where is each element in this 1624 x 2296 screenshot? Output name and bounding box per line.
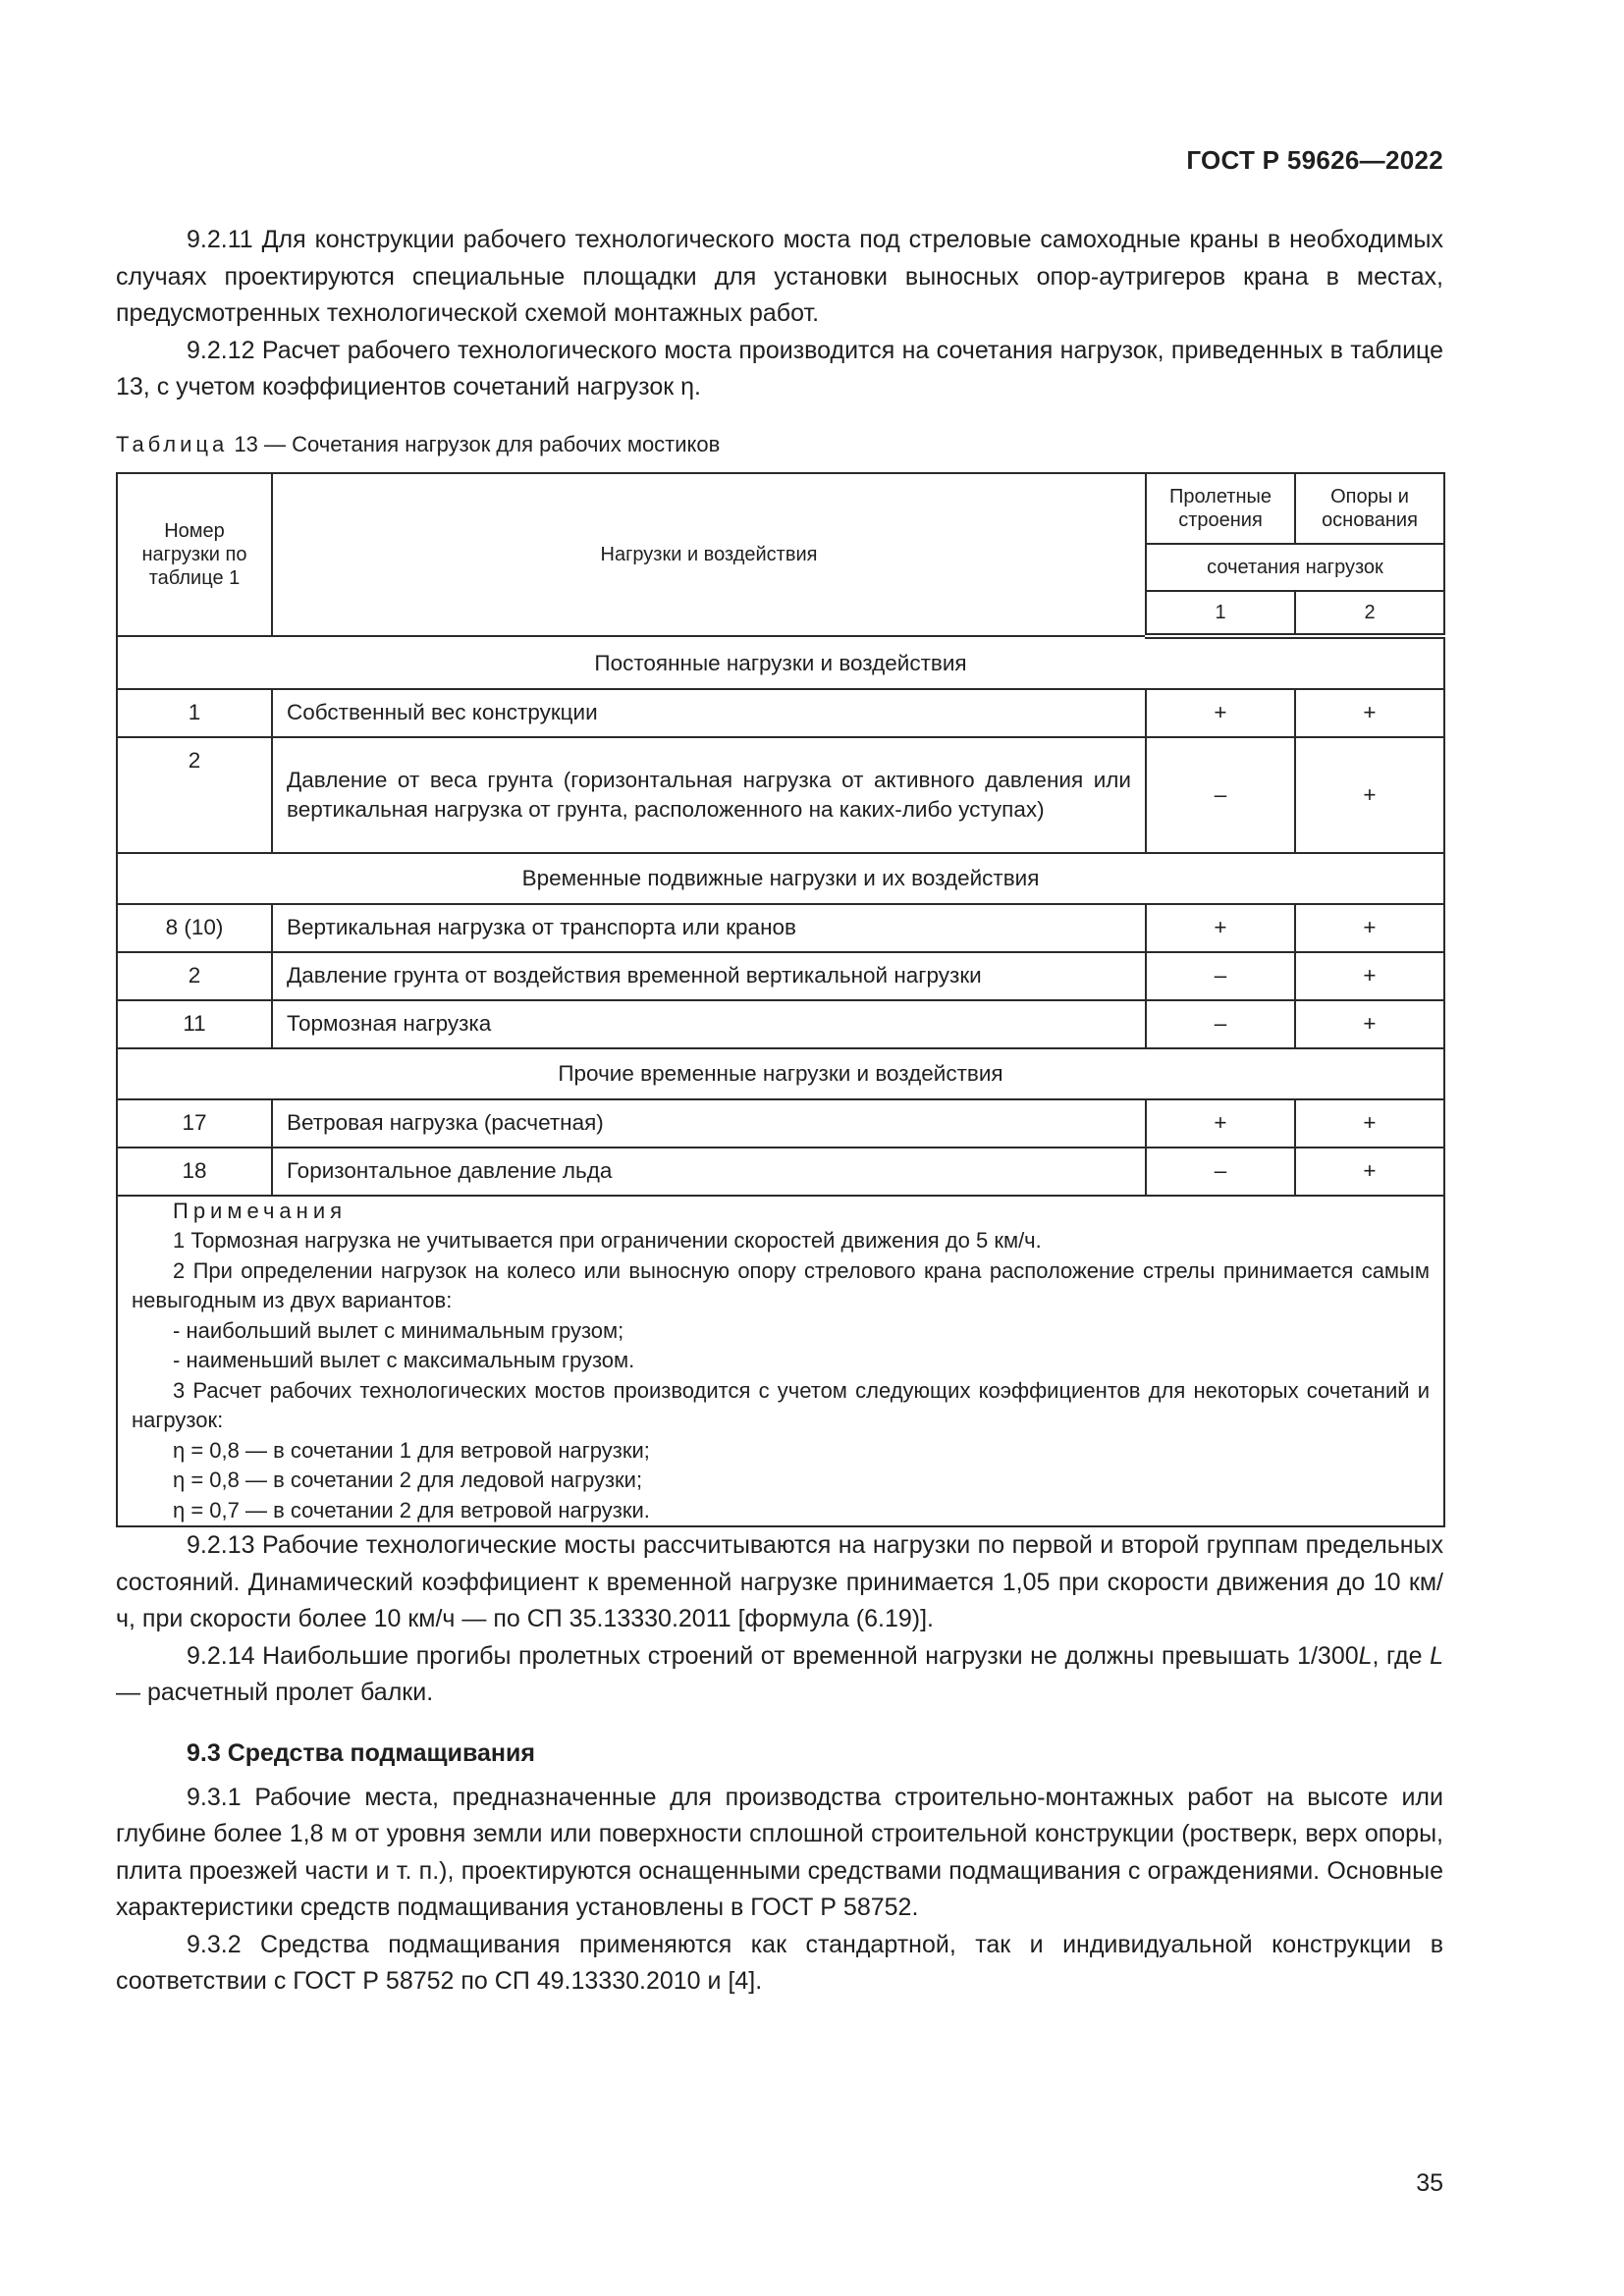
load-description: Давление грунта от воздействия временной вертикальной нагрузки xyxy=(272,952,1146,1000)
table-caption xyxy=(116,430,1443,459)
table-caption-label: Таблица xyxy=(116,431,229,456)
note-line: - наибольший вылет с минимальным грузом; xyxy=(173,1317,624,1343)
notes-title: Примечания xyxy=(173,1198,348,1223)
section-title: Прочие временные нагрузки и воздействия xyxy=(117,1048,1444,1099)
paragraph-9-2-12: 9.2.12 Расчет рабочего технологического моста производится на сочетания нагрузок, приведенных в таблице 13, с учетом коэффициентов сочетаний нагрузок η. xyxy=(116,336,1443,400)
note-line: η = 0,7 — в сочетании 2 для ветровой нагрузки. xyxy=(173,1497,650,1522)
comb-2-mark: + xyxy=(1295,1099,1444,1148)
comb-2-mark: + xyxy=(1295,689,1444,737)
note-line: 1 Тормозная нагрузка не учитывается при ограничении скоростей движения до 5 км/ч. xyxy=(173,1228,1042,1253)
comb-2-mark: + xyxy=(1295,737,1444,853)
comb-1-mark: – xyxy=(1146,952,1295,1000)
p14-part-b: , где xyxy=(1372,1641,1431,1670)
section-row xyxy=(117,853,1444,904)
note-line: η = 0,8 — в сочетании 2 для ледовой нагрузки; xyxy=(173,1468,643,1492)
comb-1-mark: + xyxy=(1146,904,1295,952)
comb-2-mark: + xyxy=(1295,952,1444,1000)
header-comb-1: 1 xyxy=(1146,591,1295,636)
load-description: Давление от веса грунта (горизонтальная нагрузка от активного давления или вертикальная нагрузка от грунта, расположенного на каких-либо уступах) xyxy=(272,737,1146,853)
table-row xyxy=(117,952,1444,1000)
load-description: Ветровая нагрузка (расчетная) xyxy=(272,1099,1146,1148)
page-content xyxy=(116,222,1443,2001)
p14-var-l: L xyxy=(1358,1641,1373,1670)
section-heading-9-3: 9.3 Средства подмащивания xyxy=(187,1738,535,1767)
header-loads: Нагрузки и воздействия xyxy=(272,473,1146,636)
load-number: 1 xyxy=(117,689,272,737)
load-number: 2 xyxy=(117,737,272,853)
section-row xyxy=(117,636,1444,689)
notes-row xyxy=(117,1196,1444,1527)
comb-2-mark: + xyxy=(1295,904,1444,952)
comb-2-mark: + xyxy=(1295,1148,1444,1196)
comb-1-mark: + xyxy=(1146,689,1295,737)
section-row xyxy=(117,1048,1444,1099)
load-description: Вертикальная нагрузка от транспорта или кранов xyxy=(272,904,1146,952)
comb-1-mark: + xyxy=(1146,1099,1295,1148)
header-spans: Пролетные строения xyxy=(1146,473,1295,544)
load-number: 17 xyxy=(117,1099,272,1148)
table-notes xyxy=(117,1196,1444,1527)
load-number: 8 (10) xyxy=(117,904,272,952)
table-row xyxy=(117,904,1444,952)
loads-table xyxy=(116,472,1445,1528)
section-title: Временные подвижные нагрузки и их воздействия xyxy=(117,853,1444,904)
comb-2-mark: + xyxy=(1295,1000,1444,1048)
table-header-row xyxy=(117,473,1444,544)
note-line: η = 0,8 — в сочетании 1 для ветровой нагрузки; xyxy=(173,1437,650,1463)
section-title: Постоянные нагрузки и воздействия xyxy=(117,636,1444,689)
comb-1-mark: – xyxy=(1146,1000,1295,1048)
p14-part-c: — расчетный пролет балки. xyxy=(116,1679,434,1706)
note-line: - наименьший вылет с максимальным грузом. xyxy=(173,1348,635,1372)
load-number: 2 xyxy=(117,952,272,1000)
table-row xyxy=(117,1000,1444,1048)
header-combinations: сочетания нагрузок xyxy=(1146,544,1444,591)
comb-1-mark: – xyxy=(1146,1148,1295,1196)
table-row xyxy=(117,689,1444,737)
table-row xyxy=(117,1148,1444,1196)
note-line: 2 При определении нагрузок на колесо или выносную опору стрелового крана расположение стрелы принимается самым невыгодным из двух вариантов: xyxy=(132,1257,1430,1312)
load-number: 18 xyxy=(117,1148,272,1196)
p14-var-l: L xyxy=(1430,1641,1444,1670)
table-row xyxy=(117,1099,1444,1148)
header-supports: Опоры и основания xyxy=(1295,473,1444,544)
page-number: 35 xyxy=(1416,2169,1443,2197)
header-load-number: Номер нагрузки по таблице 1 xyxy=(117,473,272,636)
comb-1-mark: – xyxy=(1146,737,1295,853)
load-description: Горизонтальное давление льда xyxy=(272,1148,1146,1196)
paragraph-9-2-11: 9.2.11 Для конструкции рабочего технологического моста под стреловые самоходные краны в необходимых случаях проектируются специальные площадки для установки выносных опор-аутригеров крана в местах, предусмотренных технологической схемой монтажных работ. xyxy=(116,226,1443,327)
paragraph-9-3-2: 9.3.2 Средства подмащивания применяются как стандартной, так и индивидуальной конструкции в соответствии с ГОСТ Р 58752 по СП 49.13330.2010 и [4]. xyxy=(116,1930,1443,1995)
load-description: Собственный вес конструкции xyxy=(272,689,1146,737)
paragraph-9-2-14 xyxy=(116,1638,1443,1712)
p14-part-a: 9.2.14 Наибольшие прогибы пролетных строений от временной нагрузки не должны превышать 1/300 xyxy=(187,1641,1359,1670)
note-line: 3 Расчет рабочих технологических мостов производится с учетом следующих коэффициентов для некоторых сочетаний и нагрузок: xyxy=(132,1377,1430,1432)
load-description: Тормозная нагрузка xyxy=(272,1000,1146,1048)
paragraph-9-2-13: 9.2.13 Рабочие технологические мосты рассчитываются на нагрузки по первой и второй группам предельных состояний. Динамический коэффициент к временной нагрузке принимается 1,05 при скорости движения до 10 км/ч, при скорости более 10 км/ч — по СП 35.13330.2011 [формула (6.19)]. xyxy=(116,1531,1443,1632)
load-number: 11 xyxy=(117,1000,272,1048)
document-header: ГОСТ Р 59626—2022 xyxy=(1186,145,1443,175)
table-caption-text: 13 — Сочетания нагрузок для рабочих мостиков xyxy=(234,431,721,456)
table-row xyxy=(117,737,1444,853)
header-comb-2: 2 xyxy=(1295,591,1444,636)
paragraph-9-3-1: 9.3.1 Рабочие места, предназначенные для производства строительно-монтажных работ на высоте или глубине более 1,8 м от уровня земли или поверхности сплошной строительной конструкции (ростверк, верх опоры, плита проезжей части и т. п.), проектируются оснащенными средствами подмащивания с ограждениями. Основные характеристики средств подмащивания установлены в ГОСТ Р 58752. xyxy=(116,1783,1443,1921)
